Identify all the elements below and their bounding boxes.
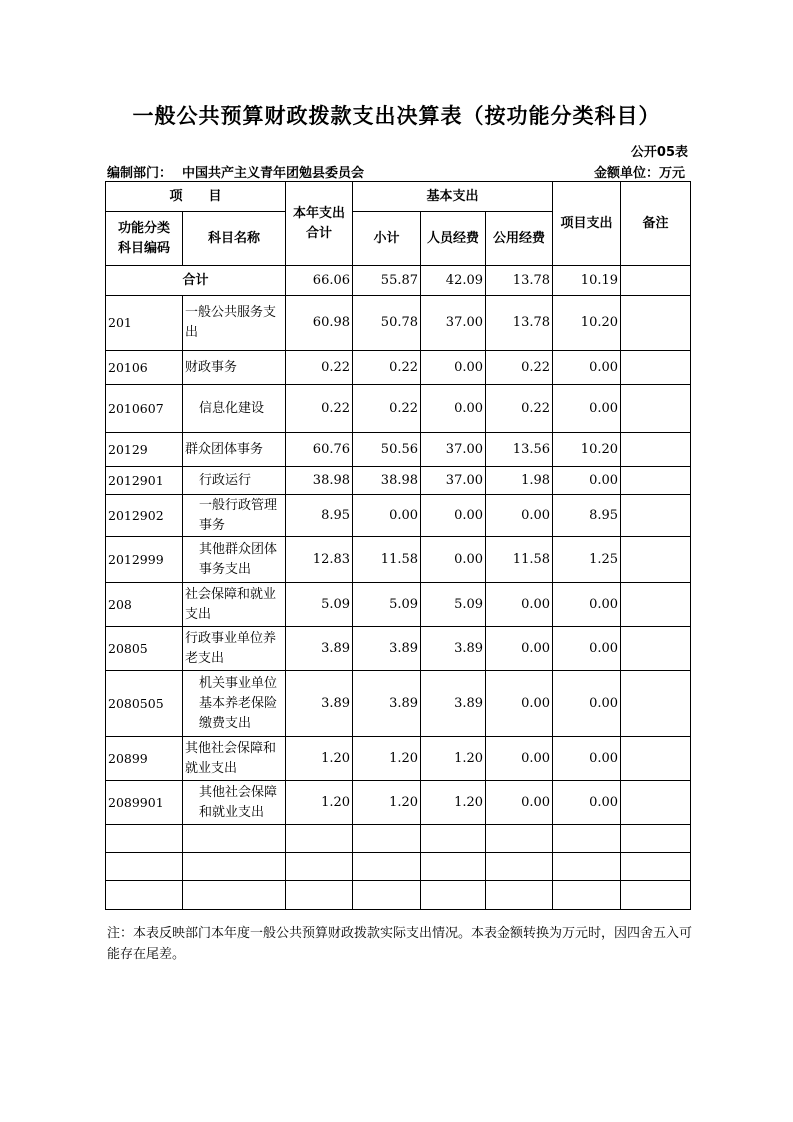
row-subtotal: 0.22 [353,385,421,433]
row-subject-name: 社会保障和就业支出 [183,583,286,627]
row-public: 1.98 [486,467,553,495]
row-subject-name: 一般公共服务支出 [183,296,286,351]
row-personnel: 3.89 [421,671,486,737]
row-year-total: 60.98 [286,296,353,351]
row-project: 10.20 [553,296,621,351]
department-line [107,162,374,181]
header-personnel: 人员经费 [421,212,486,266]
row-code: 208 [106,583,183,627]
row-subtotal: 3.89 [353,627,421,671]
row-code: 2089901 [106,781,183,825]
row-public: 13.78 [486,296,553,351]
row-code: 2012901 [106,467,183,495]
row-year-total: 0.22 [286,385,353,433]
empty-cell [421,881,486,910]
row-subject-name: 财政事务 [183,351,286,385]
header-basic: 基本支出 [353,182,553,212]
footnote: 注：本表反映部门本年度一般公共预算财政拨款实际支出情况。本表金额转换为万元时，因四舍五入可能存在尾差。 [107,926,693,962]
row-subtotal: 5.09 [353,583,421,627]
header-project: 项 目 [106,182,286,212]
row-subtotal: 0.00 [353,495,421,537]
empty-cell [106,825,183,853]
row-remark [621,351,691,385]
row-public: 0.00 [486,583,553,627]
row-personnel: 0.00 [421,537,486,583]
expenditure-table [105,181,691,910]
row-public: 11.58 [486,537,553,583]
row-subtotal: 1.20 [353,737,421,781]
total-label: 合计 [106,266,286,296]
row-personnel: 3.89 [421,627,486,671]
table-row [106,583,691,627]
row-year-total: 5.09 [286,583,353,627]
row-personnel: 1.20 [421,737,486,781]
table-row [106,296,691,351]
empty-cell [621,825,691,853]
row-subtotal: 1.20 [353,781,421,825]
row-remark [621,737,691,781]
total-project: 10.19 [553,266,621,296]
header-public: 公用经费 [486,212,553,266]
row-project: 8.95 [553,495,621,537]
row-project: 0.00 [553,671,621,737]
row-public: 0.22 [486,351,553,385]
table-row [106,351,691,385]
row-personnel: 5.09 [421,583,486,627]
row-project: 0.00 [553,627,621,671]
row-personnel: 37.00 [421,467,486,495]
row-remark [621,495,691,537]
amount-unit: 金额单位：万元 [593,166,685,181]
table-row [106,537,691,583]
row-public: 0.00 [486,671,553,737]
row-year-total: 1.20 [286,737,353,781]
empty-cell [553,881,621,910]
row-code: 20899 [106,737,183,781]
row-subtotal: 0.22 [353,351,421,385]
page-title: 一般公共预算财政拨款支出决算表（按功能分类科目） [132,104,661,128]
row-personnel: 1.20 [421,781,486,825]
row-public: 0.00 [486,737,553,781]
row-year-total: 38.98 [286,467,353,495]
empty-cell [486,825,553,853]
row-subject-name: 群众团体事务 [183,433,286,467]
empty-cell [486,881,553,910]
row-remark [621,781,691,825]
empty-cell [286,881,353,910]
row-personnel: 0.00 [421,351,486,385]
row-remark [621,467,691,495]
row-subtotal: 38.98 [353,467,421,495]
empty-row [106,881,691,910]
table-row [106,467,691,495]
header-project-expense: 项目支出 [553,182,621,266]
row-code: 201 [106,296,183,351]
row-year-total: 3.89 [286,671,353,737]
header-subtotal: 小计 [353,212,421,266]
table-row [106,495,691,537]
row-public: 0.00 [486,495,553,537]
empty-row [106,853,691,881]
row-project: 0.00 [553,385,621,433]
empty-cell [353,825,421,853]
empty-cell [106,881,183,910]
row-code: 2080505 [106,671,183,737]
row-subject-name: 其他社会保障和就业支出 [183,781,286,825]
row-public: 0.00 [486,627,553,671]
table-row [106,433,691,467]
row-code: 20106 [106,351,183,385]
row-year-total: 3.89 [286,627,353,671]
row-subject-name: 一般行政管理事务 [183,495,286,537]
form-number: 公开05表 [630,145,688,160]
empty-cell [183,825,286,853]
header-func-code: 功能分类 科目编码 [106,212,183,266]
row-remark [621,433,691,467]
empty-cell [106,853,183,881]
row-code: 20129 [106,433,183,467]
row-remark [621,296,691,351]
row-subject-name: 行政事业单位养老支出 [183,627,286,671]
empty-cell [421,853,486,881]
row-year-total: 1.20 [286,781,353,825]
row-subject-name: 机关事业单位基本养老保险缴费支出 [183,671,286,737]
row-remark [621,671,691,737]
row-subject-name: 其他社会保障和就业支出 [183,737,286,781]
row-subtotal: 50.56 [353,433,421,467]
empty-cell [553,853,621,881]
row-public: 13.56 [486,433,553,467]
row-personnel: 37.00 [421,433,486,467]
header-subject-name: 科目名称 [183,212,286,266]
row-project: 1.25 [553,537,621,583]
department-label: 编制部门： [107,166,173,181]
table-row [106,385,691,433]
total-personnel: 42.09 [421,266,486,296]
empty-cell [353,853,421,881]
row-subject-name: 其他群众团体事务支出 [183,537,286,583]
empty-cell [621,853,691,881]
row-year-total: 60.76 [286,433,353,467]
total-row [106,266,691,296]
row-subtotal: 11.58 [353,537,421,583]
row-subtotal: 50.78 [353,296,421,351]
row-public: 0.22 [486,385,553,433]
empty-cell [286,825,353,853]
row-public: 0.00 [486,781,553,825]
row-code: 2010607 [106,385,183,433]
table-row [106,737,691,781]
empty-cell [486,853,553,881]
empty-cell [183,853,286,881]
empty-cell [286,853,353,881]
row-personnel: 0.00 [421,385,486,433]
empty-cell [421,825,486,853]
row-project: 0.00 [553,737,621,781]
empty-row [106,825,691,853]
row-subject-name: 信息化建设 [183,385,286,433]
row-project: 0.00 [553,467,621,495]
row-remark [621,627,691,671]
row-year-total: 0.22 [286,351,353,385]
row-year-total: 12.83 [286,537,353,583]
table-row [106,781,691,825]
empty-cell [621,881,691,910]
total-public: 13.78 [486,266,553,296]
empty-cell [353,881,421,910]
row-project: 10.20 [553,433,621,467]
header-remark: 备注 [621,182,691,266]
row-code: 2012902 [106,495,183,537]
row-remark [621,583,691,627]
row-project: 0.00 [553,781,621,825]
department-name: 中国共产主义青年团勉县委员会 [182,166,365,181]
total-subtotal: 55.87 [353,266,421,296]
row-year-total: 8.95 [286,495,353,537]
row-code: 20805 [106,627,183,671]
row-code: 2012999 [106,537,183,583]
empty-cell [183,881,286,910]
header-year-total: 本年支出 合计 [286,182,353,266]
row-project: 0.00 [553,351,621,385]
row-personnel: 37.00 [421,296,486,351]
row-project: 0.00 [553,583,621,627]
empty-cell [553,825,621,853]
row-subject-name: 行政运行 [183,467,286,495]
row-remark [621,537,691,583]
table-row [106,671,691,737]
total-remark [621,266,691,296]
row-remark [621,385,691,433]
row-personnel: 0.00 [421,495,486,537]
total-year-total: 66.06 [286,266,353,296]
table-row [106,627,691,671]
row-subtotal: 3.89 [353,671,421,737]
